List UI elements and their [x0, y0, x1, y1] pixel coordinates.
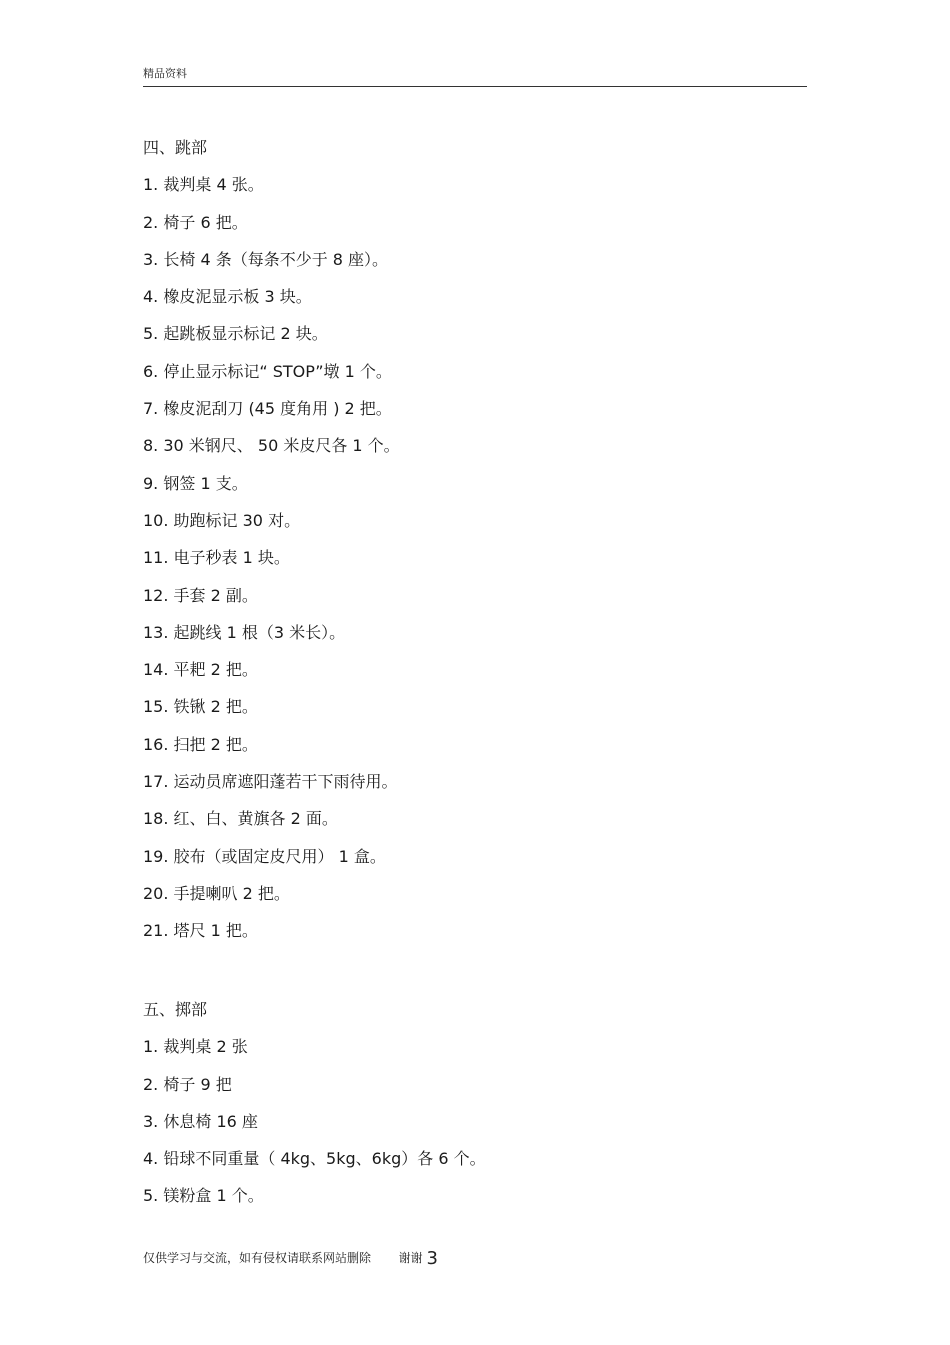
list-item: 2. 椅子 9 把: [143, 1074, 232, 1094]
list-item: 5. 起跳板显示标记 2 块。: [143, 324, 328, 344]
list-item: 7. 橡皮泥刮刀 (45 度角用 ) 2 把。: [143, 399, 392, 419]
footer-thanks: 谢谢: [398, 1251, 423, 1265]
header-divider: [143, 86, 807, 87]
list-item: 5. 镁粉盒 1 个。: [143, 1186, 264, 1206]
list-item: 1. 裁判桌 2 张: [143, 1037, 248, 1057]
list-item: 6. 停止显示标记“ STOP”墩 1 个。: [143, 361, 392, 381]
list-item: 4. 橡皮泥显示板 3 块。: [143, 287, 312, 307]
page-footer: [143, 1250, 438, 1267]
list-item: 15. 铁锹 2 把。: [143, 697, 258, 717]
list-item: 16. 扫把 2 把。: [143, 734, 258, 754]
list-item: 12. 手套 2 副。: [143, 585, 258, 605]
list-item: 10. 助跑标记 30 对。: [143, 510, 301, 530]
list-item: 2. 椅子 6 把。: [143, 212, 248, 232]
page-number: 3: [426, 1248, 438, 1269]
section-title: 五、掷部: [143, 1000, 208, 1019]
section-title: 四、跳部: [143, 138, 208, 157]
list-item: 19. 胶布（或固定皮尺用） 1 盒。: [143, 846, 386, 866]
list-item: 21. 塔尺 1 把。: [143, 921, 258, 941]
list-item: 20. 手提喇叭 2 把。: [143, 883, 290, 903]
footer-disclaimer: 仅供学习与交流，如有侵权请联系网站删除: [143, 1251, 372, 1265]
list-item: 4. 铅球不同重量（ 4kg、5kg、6kg）各 6 个。: [143, 1149, 486, 1169]
list-item: 1. 裁判桌 4 张。: [143, 175, 264, 195]
list-item: 3. 长椅 4 条（每条不少于 8 座）。: [143, 249, 389, 269]
section-jump: [143, 138, 807, 959]
list-item: 14. 平耙 2 把。: [143, 660, 258, 680]
list-item: 3. 休息椅 16 座: [143, 1111, 258, 1131]
list-item: 17. 运动员席遮阳蓬若干下雨待用。: [143, 772, 398, 792]
list-item: 18. 红、白、黄旗各 2 面。: [143, 809, 338, 829]
list-item: 9. 钢签 1 支。: [143, 473, 248, 493]
page-header: 精品资料: [143, 67, 187, 80]
list-item: 13. 起跳线 1 根（3 米长）。: [143, 622, 346, 642]
list-item: 11. 电子秒表 1 块。: [143, 548, 290, 568]
section-throw: [143, 1000, 807, 1224]
list-item: 8. 30 米钢尺、 50 米皮尺各 1 个。: [143, 436, 400, 456]
